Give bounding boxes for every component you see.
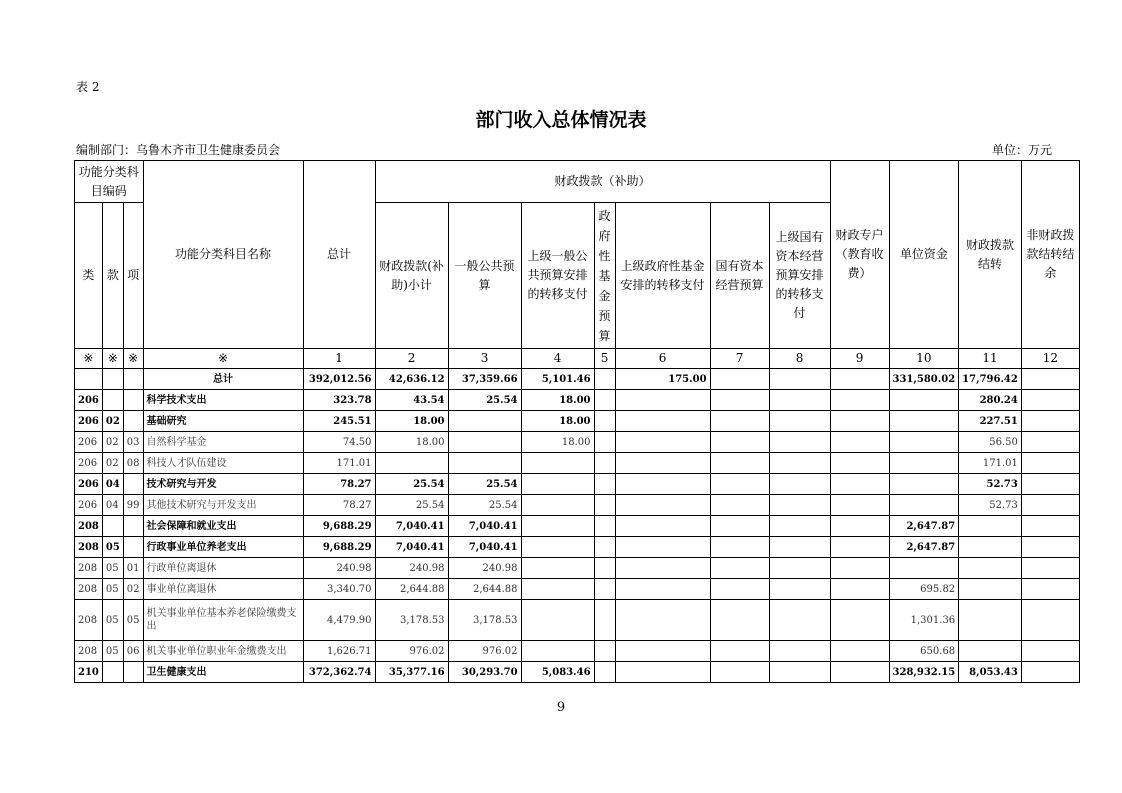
value-cell <box>521 516 594 537</box>
value-cell: 78.27 <box>303 474 375 495</box>
value-cell <box>769 516 830 537</box>
name-cell: 自然科学基金 <box>143 432 303 453</box>
table-row <box>75 600 1080 641</box>
header-xiang: 项 <box>123 203 143 349</box>
value-cell: 1,626.71 <box>303 641 375 662</box>
value-cell <box>889 390 959 411</box>
code-cell <box>102 390 123 411</box>
value-cell <box>1021 495 1079 516</box>
column-number: ※ <box>143 349 303 369</box>
table-row <box>75 453 1080 474</box>
value-cell <box>615 390 710 411</box>
code-cell: 02 <box>123 579 143 600</box>
code-cell: 208 <box>75 600 103 641</box>
value-cell: 7,040.41 <box>448 537 521 558</box>
value-cell <box>889 474 959 495</box>
name-cell: 基础研究 <box>143 411 303 432</box>
value-cell <box>830 641 889 662</box>
value-cell: 2,644.88 <box>375 579 448 600</box>
value-cell <box>710 474 769 495</box>
name-cell: 其他技术研究与开发支出 <box>143 495 303 516</box>
value-cell: 25.54 <box>448 495 521 516</box>
value-cell <box>594 432 615 453</box>
header-general: 一般公共预算 <box>448 203 521 349</box>
value-cell: 976.02 <box>375 641 448 662</box>
header-fiscal-carry: 财政拨款结转 <box>959 161 1022 349</box>
value-cell <box>959 641 1022 662</box>
value-cell: 25.54 <box>375 495 448 516</box>
value-cell: 2,644.88 <box>448 579 521 600</box>
value-cell <box>710 662 769 683</box>
code-cell: 05 <box>102 579 123 600</box>
value-cell: 18.00 <box>521 390 594 411</box>
value-cell <box>594 600 615 641</box>
value-cell <box>769 537 830 558</box>
value-cell <box>521 537 594 558</box>
code-cell: 03 <box>123 432 143 453</box>
header-total: 总计 <box>303 161 375 349</box>
value-cell: 4,479.90 <box>303 600 375 641</box>
column-number: 3 <box>448 349 521 369</box>
value-cell <box>710 495 769 516</box>
value-cell <box>521 453 594 474</box>
value-cell <box>769 390 830 411</box>
value-cell <box>594 453 615 474</box>
value-cell <box>769 662 830 683</box>
name-cell: 行政事业单位养老支出 <box>143 537 303 558</box>
name-cell: 行政单位离退休 <box>143 558 303 579</box>
name-cell: 科学技术支出 <box>143 390 303 411</box>
value-cell: 37,359.66 <box>448 369 521 390</box>
header-lei: 类 <box>75 203 103 349</box>
value-cell <box>769 369 830 390</box>
value-cell <box>1021 432 1079 453</box>
value-cell <box>615 579 710 600</box>
value-cell: 372,362.74 <box>303 662 375 683</box>
table-row <box>75 537 1080 558</box>
table-row <box>75 369 1080 390</box>
table-row <box>75 411 1080 432</box>
value-cell: 976.02 <box>448 641 521 662</box>
value-cell: 2,647.87 <box>889 516 959 537</box>
value-cell: 17,796.42 <box>959 369 1022 390</box>
code-cell: 01 <box>123 558 143 579</box>
value-cell <box>1021 411 1079 432</box>
header-name: 功能分类科目名称 <box>143 161 303 349</box>
code-cell: 08 <box>123 453 143 474</box>
value-cell <box>594 558 615 579</box>
value-cell <box>769 558 830 579</box>
column-number: 8 <box>769 349 830 369</box>
column-number: 9 <box>830 349 889 369</box>
table-label: 表 2 <box>76 80 100 94</box>
value-cell: 695.82 <box>889 579 959 600</box>
value-cell: 78.27 <box>303 495 375 516</box>
value-cell <box>830 474 889 495</box>
value-cell <box>769 495 830 516</box>
value-cell <box>594 579 615 600</box>
page-number: 9 <box>556 700 566 715</box>
value-cell <box>1021 474 1079 495</box>
value-cell <box>710 641 769 662</box>
value-cell: 43.54 <box>375 390 448 411</box>
code-cell: 206 <box>75 453 103 474</box>
value-cell <box>521 641 594 662</box>
value-cell <box>710 558 769 579</box>
value-cell <box>959 537 1022 558</box>
name-cell: 科技人才队伍建设 <box>143 453 303 474</box>
name-cell: 机关事业单位职业年金缴费支出 <box>143 641 303 662</box>
value-cell <box>889 411 959 432</box>
value-cell <box>710 537 769 558</box>
value-cell <box>615 558 710 579</box>
page-title: 部门收入总体情况表 <box>475 109 647 131</box>
value-cell <box>448 432 521 453</box>
unit-label: 单位：万元 <box>991 143 1052 157</box>
value-cell: 280.24 <box>959 390 1022 411</box>
column-number: 4 <box>521 349 594 369</box>
value-cell: 18.00 <box>375 432 448 453</box>
code-cell: 206 <box>75 411 103 432</box>
value-cell: 25.54 <box>448 390 521 411</box>
name-cell: 社会保障和就业支出 <box>143 516 303 537</box>
value-cell <box>615 662 710 683</box>
value-cell <box>1021 558 1079 579</box>
code-cell: 04 <box>102 495 123 516</box>
value-cell <box>830 537 889 558</box>
value-cell <box>615 474 710 495</box>
header-upper-fund: 上级政府性基金安排的转移支付 <box>615 203 710 349</box>
value-cell <box>615 516 710 537</box>
code-cell: 208 <box>75 537 103 558</box>
value-cell <box>769 579 830 600</box>
value-cell <box>1021 369 1079 390</box>
value-cell: 171.01 <box>303 453 375 474</box>
code-cell <box>102 662 123 683</box>
value-cell <box>959 600 1022 641</box>
value-cell: 25.54 <box>375 474 448 495</box>
code-cell: 02 <box>102 453 123 474</box>
code-cell: 05 <box>102 600 123 641</box>
value-cell <box>521 495 594 516</box>
value-cell: 240.98 <box>303 558 375 579</box>
code-cell: 206 <box>75 474 103 495</box>
income-table <box>74 160 1080 683</box>
table-row <box>75 516 1080 537</box>
value-cell <box>375 453 448 474</box>
value-cell <box>615 432 710 453</box>
value-cell <box>594 390 615 411</box>
code-cell: 99 <box>123 495 143 516</box>
table-row <box>75 495 1080 516</box>
value-cell: 42,636.12 <box>375 369 448 390</box>
code-cell <box>123 411 143 432</box>
value-cell: 328,932.15 <box>889 662 959 683</box>
value-cell: 18.00 <box>375 411 448 432</box>
value-cell <box>830 495 889 516</box>
table-row <box>75 474 1080 495</box>
value-cell <box>959 516 1022 537</box>
name-cell: 事业单位离退休 <box>143 579 303 600</box>
value-cell: 18.00 <box>521 411 594 432</box>
value-cell: 52.73 <box>959 495 1022 516</box>
code-cell: 02 <box>102 432 123 453</box>
header-fiscal-subtotal: 财政拨款(补助)小计 <box>375 203 448 349</box>
code-cell: 210 <box>75 662 103 683</box>
code-cell: 206 <box>75 432 103 453</box>
value-cell <box>710 453 769 474</box>
value-cell <box>521 558 594 579</box>
header-upper-capital: 上级国有资本经营预算安排的转移支付 <box>769 203 830 349</box>
value-cell <box>710 600 769 641</box>
value-cell: 3,178.53 <box>375 600 448 641</box>
value-cell: 392,012.56 <box>303 369 375 390</box>
header-upper-general: 上级一般公共预算安排的转移支付 <box>521 203 594 349</box>
value-cell: 35,377.16 <box>375 662 448 683</box>
value-cell <box>889 453 959 474</box>
value-cell <box>1021 516 1079 537</box>
value-cell <box>1021 662 1079 683</box>
value-cell <box>594 495 615 516</box>
code-cell <box>123 516 143 537</box>
column-number: ※ <box>75 349 103 369</box>
value-cell: 240.98 <box>448 558 521 579</box>
value-cell <box>710 390 769 411</box>
value-cell <box>769 432 830 453</box>
value-cell <box>1021 600 1079 641</box>
value-cell: 1,301.36 <box>889 600 959 641</box>
value-cell: 2,647.87 <box>889 537 959 558</box>
value-cell <box>830 390 889 411</box>
value-cell <box>959 579 1022 600</box>
value-cell <box>1021 453 1079 474</box>
header-gov-fund: 政府性基金预算 <box>594 203 615 349</box>
value-cell <box>594 369 615 390</box>
value-cell <box>959 558 1022 579</box>
value-cell <box>448 453 521 474</box>
value-cell <box>615 495 710 516</box>
table-row <box>75 579 1080 600</box>
value-cell <box>830 516 889 537</box>
value-cell: 171.01 <box>959 453 1022 474</box>
column-number: 10 <box>889 349 959 369</box>
code-cell <box>75 369 103 390</box>
column-number: 12 <box>1021 349 1079 369</box>
code-cell: 208 <box>75 516 103 537</box>
value-cell <box>889 495 959 516</box>
value-cell <box>710 369 769 390</box>
value-cell <box>615 537 710 558</box>
value-cell <box>521 579 594 600</box>
value-cell <box>594 516 615 537</box>
value-cell <box>710 516 769 537</box>
column-number: 5 <box>594 349 615 369</box>
header-kuan: 款 <box>102 203 123 349</box>
code-cell <box>123 390 143 411</box>
value-cell <box>615 453 710 474</box>
table-row <box>75 641 1080 662</box>
value-cell <box>615 600 710 641</box>
column-number: ※ <box>102 349 123 369</box>
column-number: ※ <box>123 349 143 369</box>
name-cell: 卫生健康支出 <box>143 662 303 683</box>
column-number: 6 <box>615 349 710 369</box>
column-number: 7 <box>710 349 769 369</box>
code-cell: 206 <box>75 495 103 516</box>
value-cell <box>830 369 889 390</box>
value-cell: 240.98 <box>375 558 448 579</box>
value-cell: 175.00 <box>615 369 710 390</box>
value-cell <box>830 432 889 453</box>
header-special: 财政专户（教育收费） <box>830 161 889 349</box>
value-cell <box>615 411 710 432</box>
value-cell: 8,053.43 <box>959 662 1022 683</box>
value-cell: 3,178.53 <box>448 600 521 641</box>
value-cell <box>1021 537 1079 558</box>
column-number: 11 <box>959 349 1022 369</box>
value-cell <box>521 474 594 495</box>
value-cell: 7,040.41 <box>375 537 448 558</box>
value-cell <box>769 474 830 495</box>
code-cell: 05 <box>102 537 123 558</box>
value-cell: 74.50 <box>303 432 375 453</box>
value-cell: 650.68 <box>889 641 959 662</box>
code-cell: 206 <box>75 390 103 411</box>
value-cell <box>710 411 769 432</box>
value-cell <box>889 432 959 453</box>
code-cell: 05 <box>123 600 143 641</box>
value-cell <box>594 411 615 432</box>
value-cell <box>769 453 830 474</box>
value-cell <box>830 558 889 579</box>
value-cell: 331,580.02 <box>889 369 959 390</box>
header-nonfiscal-carry: 非财政拨款结转结余 <box>1021 161 1079 349</box>
table-row <box>75 390 1080 411</box>
value-cell: 18.00 <box>521 432 594 453</box>
code-cell <box>123 474 143 495</box>
code-cell: 208 <box>75 579 103 600</box>
value-cell <box>710 432 769 453</box>
value-cell <box>1021 641 1079 662</box>
value-cell: 245.51 <box>303 411 375 432</box>
header-fiscal-group: 财政拨款（补助） <box>375 161 830 203</box>
code-cell <box>123 537 143 558</box>
code-cell <box>102 369 123 390</box>
value-cell: 52.73 <box>959 474 1022 495</box>
code-cell: 05 <box>102 558 123 579</box>
value-cell <box>769 411 830 432</box>
value-cell: 5,101.46 <box>521 369 594 390</box>
value-cell: 25.54 <box>448 474 521 495</box>
value-cell: 323.78 <box>303 390 375 411</box>
value-cell <box>594 474 615 495</box>
value-cell: 227.51 <box>959 411 1022 432</box>
value-cell: 30,293.70 <box>448 662 521 683</box>
value-cell <box>830 600 889 641</box>
value-cell <box>769 641 830 662</box>
code-cell <box>102 516 123 537</box>
code-cell: 06 <box>123 641 143 662</box>
code-cell: 208 <box>75 558 103 579</box>
value-cell <box>830 662 889 683</box>
table-row <box>75 662 1080 683</box>
value-cell <box>710 579 769 600</box>
value-cell <box>594 641 615 662</box>
column-number-row <box>75 349 1080 369</box>
value-cell: 9,688.29 <box>303 516 375 537</box>
name-cell: 机关事业单位基本养老保险缴费支出 <box>143 600 303 641</box>
value-cell: 3,340.70 <box>303 579 375 600</box>
header-unit-funds: 单位资金 <box>889 161 959 349</box>
value-cell <box>615 641 710 662</box>
code-cell: 05 <box>102 641 123 662</box>
code-cell: 04 <box>102 474 123 495</box>
value-cell: 7,040.41 <box>375 516 448 537</box>
value-cell <box>594 537 615 558</box>
value-cell <box>830 411 889 432</box>
column-number: 1 <box>303 349 375 369</box>
value-cell <box>830 453 889 474</box>
code-cell <box>123 662 143 683</box>
value-cell <box>830 579 889 600</box>
value-cell: 5,083.46 <box>521 662 594 683</box>
value-cell: 7,040.41 <box>448 516 521 537</box>
department-label: 编制部门：乌鲁木齐市卫生健康委员会 <box>76 143 281 157</box>
name-cell: 技术研究与开发 <box>143 474 303 495</box>
table-row <box>75 432 1080 453</box>
value-cell: 9,688.29 <box>303 537 375 558</box>
value-cell: 56.50 <box>959 432 1022 453</box>
value-cell <box>1021 390 1079 411</box>
code-cell <box>123 369 143 390</box>
table-row <box>75 558 1080 579</box>
column-number: 2 <box>375 349 448 369</box>
value-cell <box>448 411 521 432</box>
header-state-capital: 国有资本经营预算 <box>710 203 769 349</box>
value-cell <box>769 600 830 641</box>
header-func-code: 功能分类科目编码 <box>75 161 144 203</box>
value-cell <box>594 662 615 683</box>
code-cell: 02 <box>102 411 123 432</box>
value-cell <box>521 600 594 641</box>
value-cell <box>889 558 959 579</box>
code-cell: 208 <box>75 641 103 662</box>
value-cell <box>1021 579 1079 600</box>
name-cell: 总计 <box>143 369 303 390</box>
